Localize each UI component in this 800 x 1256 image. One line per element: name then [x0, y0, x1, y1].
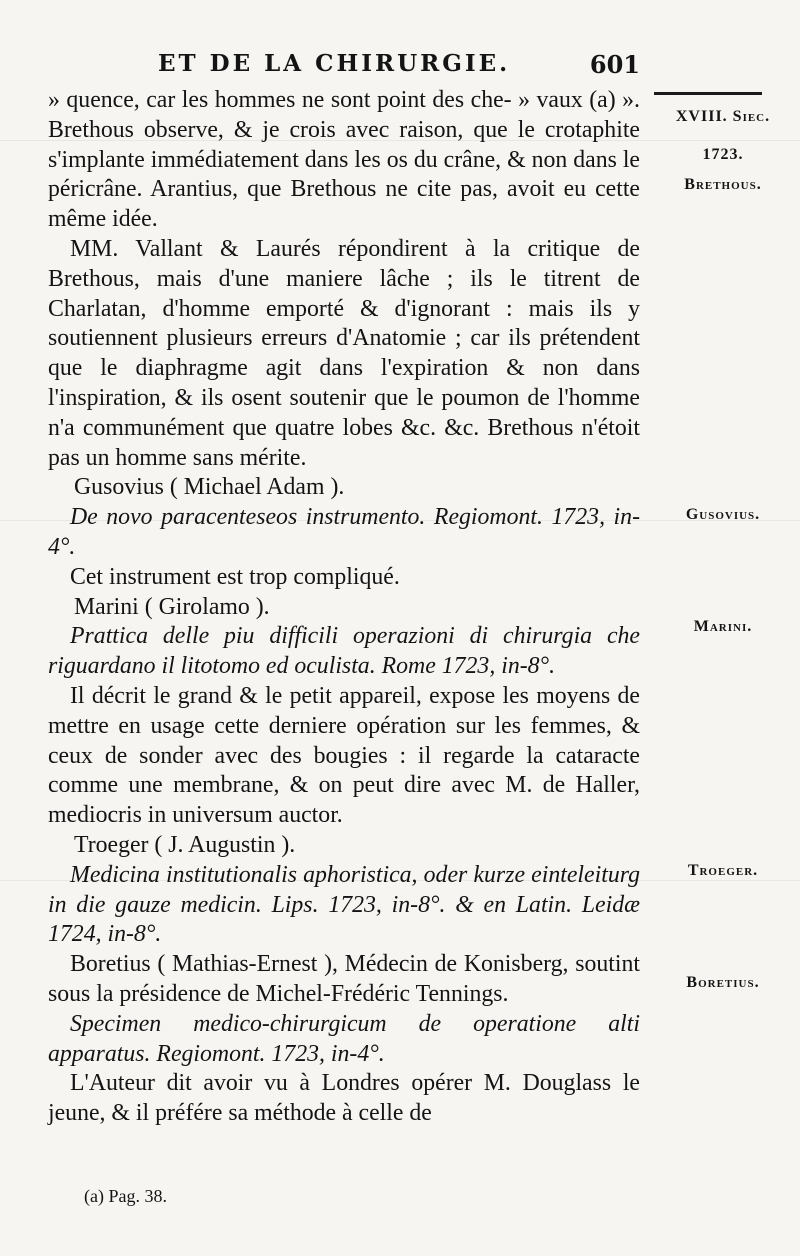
margin-note-century: XVIII. Siec. — [675, 108, 771, 125]
paragraph-marini-comment: Il décrit le grand & le petit appareil, expose les moyens de mettre en usage cette derniere opération sur les femmes, & ceux de sonder avec des bougies : il regarde la cataracte comme une membrane, & on peut dire avec M. de Haller, mediocris in universum auctor. — [48, 682, 640, 829]
margin-note-brethous: Brethous. — [684, 176, 762, 193]
main-text-column — [48, 86, 640, 1129]
page-number: 601 — [589, 50, 640, 79]
paragraph-vallant-laures: MM. Vallant & Laurés répondirent à la critique de Brethous, mais d'une maniere lâche ; ils le titrent de Charlatan, d'homme emporté & d'ignorant : mais ils y soutiennent plusieurs erreurs d'Anatomie ; car ils prétendent que le diaphragme agit dans l'expiration & non dans l'inspiration, & ils osent soutenir que le poumon de l'homme n'a communément que quatre lobes &c. &c. Brethous n'étoit pas un homme sans mérite. — [48, 235, 640, 471]
entry-heading-troeger: Troeger ( J. Augustin ). — [74, 831, 296, 858]
margin-note-year: 1723. — [702, 146, 744, 163]
margin-note-troeger: Troeger. — [687, 862, 759, 879]
paragraph-gusovius-comment: Cet instrument est trop compliqué. — [70, 563, 400, 590]
margin-column — [646, 0, 800, 1256]
footnote: (a) Pag. 38. — [84, 1186, 167, 1206]
margin-note-marini: Marini. — [693, 618, 753, 635]
margin-note-gusovius: Gusovius. — [685, 506, 761, 523]
paragraph-boretius-comment: L'Auteur dit avoir vu à Londres opérer M. Douglass le jeune, & il préfére sa méthode à celle de — [48, 1070, 640, 1127]
book-title-marini: Prattica delle piu difficili operazioni di chirurgia che riguardano il litotomo ed oculista. Rome 1723, in-8°. — [48, 623, 640, 680]
page-header — [150, 44, 640, 84]
margin-rule — [654, 92, 762, 95]
book-title-troeger: Medicina institutionalis aphoristica, oder kurze einteleiturg in die gauze medicin. Lips. 1723, in-8°. & en Latin. Leidæ 1724, in-8°. — [48, 861, 640, 948]
book-title-boretius: Specimen medico-chirurgicum de operatione alti apparatus. Regiomont. 1723, in-4°. — [48, 1010, 640, 1067]
running-title: ET DE LA CHIRURGIE. — [158, 50, 511, 77]
paragraph-boretius-intro: Boretius ( Mathias-Ernest ), Médecin de Konisberg, soutint sous la présidence de Michel-Frédéric Tennings. — [48, 951, 640, 1007]
margin-note-boretius: Boretius. — [686, 974, 760, 991]
entry-heading-marini: Marini ( Girolamo ). — [74, 593, 270, 620]
paragraph-brethous-quote: » quence, car les hommes ne sont point des che- » vaux (a) ». Brethous observe, & je crois avec raison, que le crotaphite s'implante immédiatement dans les os du crâne, & non dans le péricrâne. Arantius, que Brethous ne cite pas, avoit eu cette même idée. — [48, 87, 640, 233]
book-title-gusovius: De novo paracenteseos instrumento. Regiomont. 1723, in-4°. — [48, 504, 640, 560]
entry-heading-gusovius: Gusovius ( Michael Adam ). — [74, 474, 345, 501]
